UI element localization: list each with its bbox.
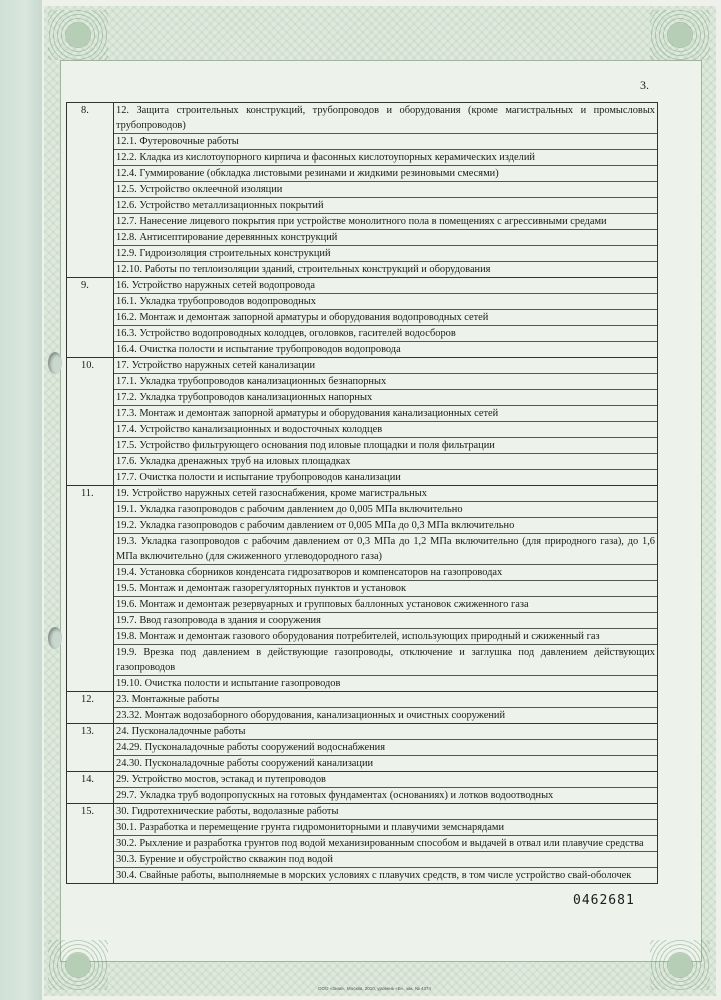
work-item: 12.2. Кладка из кислотоупорного кирпича и фасонных кислотоупорных керамических изделий xyxy=(114,150,657,166)
work-item: 16.1. Укладка трубопроводов водопроводных xyxy=(114,294,657,310)
section-body xyxy=(114,278,658,358)
corner-rosette-top-right xyxy=(650,10,710,60)
section-heading: 30. Гидротехнические работы, водолазные работы xyxy=(114,804,657,820)
section-body xyxy=(114,772,658,804)
section-number: 12. xyxy=(67,692,114,724)
work-item: 24.30. Пусконаладочные работы сооружений канализации xyxy=(116,758,374,769)
section-row xyxy=(67,772,658,804)
section-number: 9. xyxy=(67,278,114,358)
section-row xyxy=(67,486,658,692)
work-item: 17.6. Укладка дренажных труб на иловых площадках xyxy=(114,454,657,470)
section-number: 8. xyxy=(67,103,114,278)
section-row xyxy=(67,103,658,278)
section-number: 15. xyxy=(67,804,114,884)
work-item: 19.10. Очистка полости и испытание газопроводов xyxy=(116,678,341,689)
corner-rosette-top-left xyxy=(48,10,108,60)
work-item: 19.5. Монтаж и демонтаж газорегуляторных пунктов и установок xyxy=(114,581,657,597)
page-number: 3. xyxy=(640,78,649,92)
work-item: 19.6. Монтаж и демонтаж резервуарных и групповых баллонных установок сжиженного газа xyxy=(114,597,657,613)
work-item: 17.4. Устройство канализационных и водосточных колодцев xyxy=(114,422,657,438)
section-body xyxy=(114,358,658,486)
work-item: 19.4. Установка сборников конденсата гидрозатворов и компенсаторов на газопроводах xyxy=(114,565,657,581)
corner-rosette-bottom-right xyxy=(650,940,710,990)
section-number: 11. xyxy=(67,486,114,692)
section-heading: 24. Пусконаладочные работы xyxy=(114,724,657,740)
work-item: 17.3. Монтаж и демонтаж запорной арматуры и оборудования канализационных сетей xyxy=(114,406,657,422)
work-item: 12.7. Нанесение лицевого покрытия при устройстве монолитного пола в помещениях с агрессивными средами xyxy=(114,214,657,230)
work-item: 19.7. Ввод газопровода в здания и сооружения xyxy=(114,613,657,629)
work-item: 30.3. Бурение и обустройство скважин под водой xyxy=(114,852,657,868)
section-heading: 29. Устройство мостов, эстакад и путепроводов xyxy=(114,772,657,788)
serial-number: 0462681 xyxy=(573,893,635,908)
work-item: 12.8. Антисептирование деревянных конструкций xyxy=(114,230,657,246)
work-item: 30.2. Рыхление и разработка грунтов под водой механизированным способом и выдачей в отвал или плавучие средства xyxy=(114,836,657,852)
work-item: 16.2. Монтаж и демонтаж запорной арматуры и оборудования водопроводных сетей xyxy=(114,310,657,326)
section-body xyxy=(114,804,658,884)
work-item: 23.32. Монтаж водозаборного оборудования, канализационных и очистных сооружений xyxy=(116,710,506,721)
work-item: 17.7. Очистка полости и испытание трубопроводов канализации xyxy=(116,472,401,483)
corner-rosette-bottom-left xyxy=(48,940,108,990)
section-body xyxy=(114,103,658,278)
section-body xyxy=(114,486,658,692)
work-item: 24.29. Пусконаладочные работы сооружений водоснабжения xyxy=(114,740,657,756)
work-item: 19.9. Врезка под давлением в действующие газопроводы, отключение и заглушка под давлением действующих газопроводов xyxy=(114,645,657,676)
work-item: 16.3. Устройство водопроводных колодцев, оголовков, гасителей водосборов xyxy=(114,326,657,342)
section-row xyxy=(67,692,658,724)
section-number: 10. xyxy=(67,358,114,486)
work-item: 12.6. Устройство металлизационных покрытий xyxy=(114,198,657,214)
section-body xyxy=(114,724,658,772)
section-row xyxy=(67,804,658,884)
work-item: 19.2. Укладка газопроводов с рабочим давлением от 0,005 МПа до 0,3 МПа включительно xyxy=(114,518,657,534)
section-number: 14. xyxy=(67,772,114,804)
section-body xyxy=(114,692,658,724)
work-item: 12.9. Гидроизоляция строительных конструкций xyxy=(114,246,657,262)
section-row xyxy=(67,278,658,358)
work-item: 12.4. Гуммирование (обкладка листовыми резинами и жидкими резиновыми смесями) xyxy=(114,166,657,182)
work-item: 19.8. Монтаж и демонтаж газового оборудования потребителей, использующих природный и сжиженный газ xyxy=(114,629,657,645)
work-item: 12.5. Устройство оклеечной изоляции xyxy=(114,182,657,198)
section-heading: 23. Монтажные работы xyxy=(114,692,657,708)
section-heading: 17. Устройство наружных сетей канализации xyxy=(114,358,657,374)
facing-page-edge xyxy=(0,0,42,1000)
section-heading: 12. Защита строительных конструкций, трубопроводов и оборудования (кроме магистральных и промысловых трубопроводов) xyxy=(114,103,657,134)
work-item: 12.10. Работы по теплоизоляции зданий, строительных конструкций и оборудования xyxy=(116,264,491,275)
section-heading: 16. Устройство наружных сетей водопровода xyxy=(114,278,657,294)
printer-imprint: ООО «Знак», Москва, 2010, уровень «Б», зак. № 4374 xyxy=(318,986,432,991)
work-item: 30.4. Свайные работы, выполняемые в морских условиях с плавучих средств, в том числе устройство свай-оболочек xyxy=(116,870,632,881)
works-list-table xyxy=(66,102,658,884)
section-row xyxy=(67,724,658,772)
punch-hole-upper xyxy=(48,352,62,374)
work-item: 19.3. Укладка газопроводов с рабочим давлением от 0,3 МПа до 1,2 МПа включительно (для природного газа), до 1,6 МПа включительно (для сжиженного углеводородного газа) xyxy=(114,534,657,565)
work-item: 17.5. Устройство фильтрующего основания под иловые площадки и поля фильтрации xyxy=(114,438,657,454)
work-item: 19.1. Укладка газопроводов с рабочим давлением до 0,005 МПа включительно xyxy=(114,502,657,518)
section-number: 13. xyxy=(67,724,114,772)
work-item: 16.4. Очистка полости и испытание трубопроводов водопровода xyxy=(116,344,401,355)
punch-hole-lower xyxy=(48,627,62,649)
work-item: 12.1. Футеровочные работы xyxy=(114,134,657,150)
work-item: 17.1. Укладка трубопроводов канализационных безнапорных xyxy=(114,374,657,390)
section-row xyxy=(67,358,658,486)
work-item: 29.7. Укладка труб водопропускных на готовых фундаментах (основаниях) и лотков водоотводных xyxy=(116,790,554,801)
section-heading: 19. Устройство наружных сетей газоснабжения, кроме магистральных xyxy=(114,486,657,502)
work-item: 30.1. Разработка и перемещение грунта гидромониторными и плавучими земснарядами xyxy=(114,820,657,836)
work-item: 17.2. Укладка трубопроводов канализационных напорных xyxy=(114,390,657,406)
